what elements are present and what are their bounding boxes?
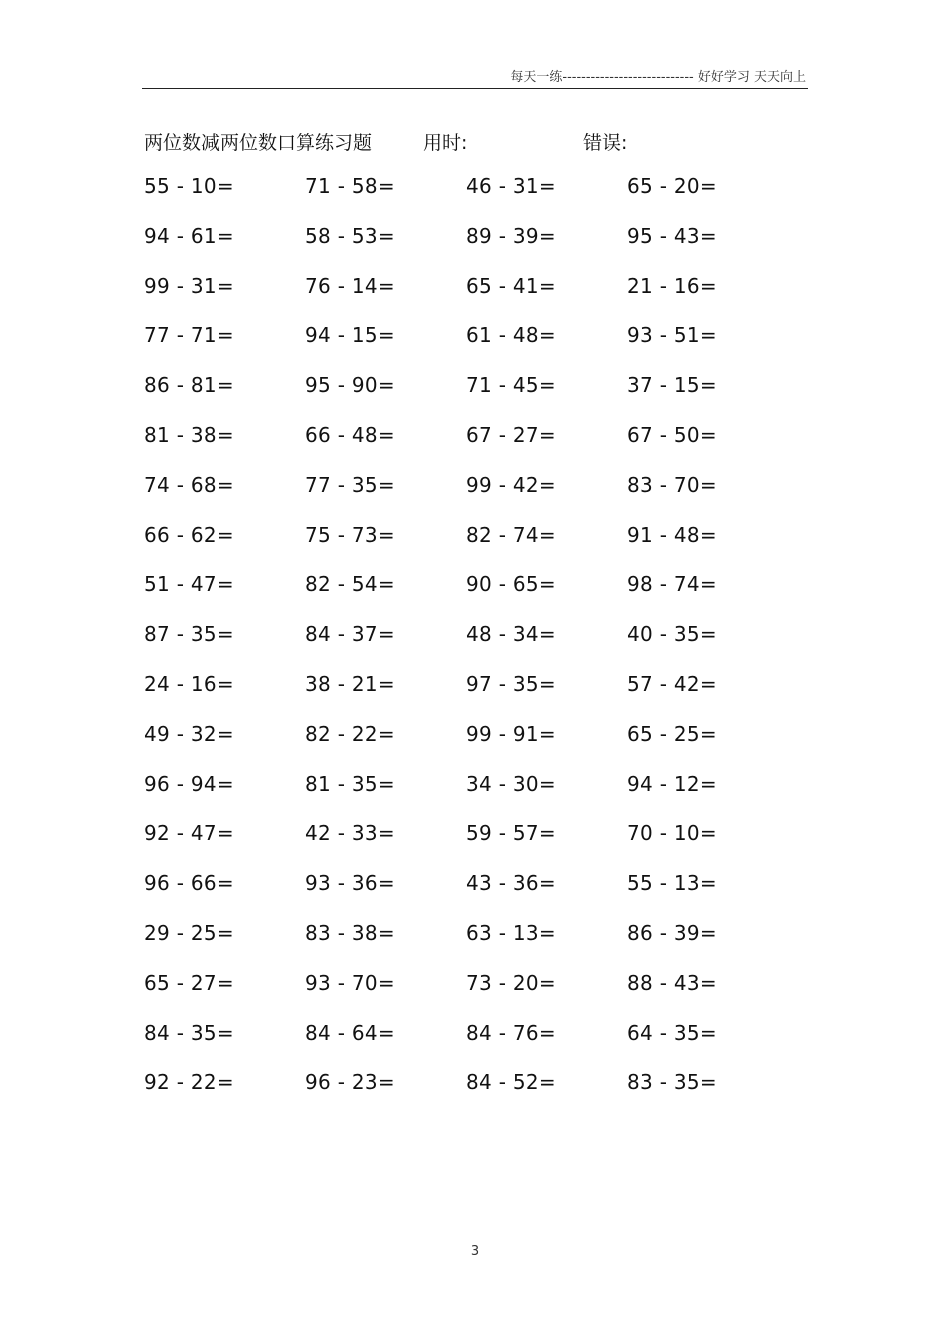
problem-item: 96 - 94= bbox=[144, 771, 234, 796]
problem-item: 94 - 61= bbox=[144, 223, 234, 248]
problem-item: 83 - 35= bbox=[627, 1070, 717, 1095]
problem-item: 75 - 73= bbox=[305, 522, 395, 547]
page-header bbox=[142, 62, 808, 89]
problem-item: 84 - 35= bbox=[144, 1020, 234, 1045]
problem-item: 73 - 20= bbox=[466, 970, 556, 995]
problem-item: 67 - 50= bbox=[627, 422, 717, 447]
problem-row bbox=[0, 572, 950, 622]
problem-item: 29 - 25= bbox=[144, 920, 234, 945]
problem-item: 65 - 20= bbox=[627, 174, 717, 198]
problem-item: 61 - 48= bbox=[466, 323, 556, 348]
problem-item: 24 - 16= bbox=[144, 671, 234, 696]
problem-item: 74 - 68= bbox=[144, 472, 234, 497]
problem-item: 93 - 51= bbox=[627, 323, 717, 348]
problem-row bbox=[0, 622, 950, 672]
problem-row bbox=[0, 274, 950, 324]
problem-item: 81 - 35= bbox=[305, 771, 395, 796]
problem-item: 91 - 48= bbox=[627, 522, 717, 547]
header-text: 每天一练---------------------------- 好好学习 天天向上 bbox=[510, 70, 806, 85]
problem-row bbox=[0, 921, 950, 971]
problem-item: 84 - 76= bbox=[466, 1020, 556, 1045]
problem-row bbox=[0, 473, 950, 523]
problem-item: 48 - 34= bbox=[466, 622, 556, 647]
problem-item: 63 - 13= bbox=[466, 920, 556, 945]
problem-item: 71 - 45= bbox=[466, 373, 556, 398]
problem-item: 58 - 53= bbox=[305, 223, 395, 248]
problem-item: 77 - 35= bbox=[305, 472, 395, 497]
worksheet-title: 两位数减两位数口算练习题 bbox=[144, 132, 373, 154]
problem-item: 93 - 36= bbox=[305, 871, 395, 896]
problem-item: 94 - 15= bbox=[305, 323, 395, 348]
page-number: 3 bbox=[470, 1244, 480, 1259]
problem-item: 84 - 52= bbox=[466, 1070, 556, 1095]
problem-item: 65 - 27= bbox=[144, 970, 234, 995]
problem-row bbox=[0, 423, 950, 473]
problem-item: 86 - 39= bbox=[627, 920, 717, 945]
problem-item: 49 - 32= bbox=[144, 721, 234, 746]
problem-item: 92 - 22= bbox=[144, 1070, 234, 1095]
problem-item: 57 - 42= bbox=[627, 671, 717, 696]
problem-item: 97 - 35= bbox=[466, 671, 556, 696]
problem-item: 96 - 23= bbox=[305, 1070, 395, 1095]
problem-item: 81 - 38= bbox=[144, 422, 234, 447]
problem-item: 83 - 70= bbox=[627, 472, 717, 497]
problem-item: 90 - 65= bbox=[466, 572, 556, 597]
problem-item: 43 - 36= bbox=[466, 871, 556, 896]
problem-grid bbox=[0, 174, 950, 1120]
problem-row bbox=[0, 523, 950, 573]
problem-row bbox=[0, 373, 950, 423]
problem-row bbox=[0, 1070, 950, 1120]
problem-item: 99 - 31= bbox=[144, 273, 234, 298]
problem-item: 87 - 35= bbox=[144, 622, 234, 647]
problem-item: 34 - 30= bbox=[466, 771, 556, 796]
problem-item: 37 - 15= bbox=[627, 373, 717, 398]
problem-row bbox=[0, 971, 950, 1021]
problem-item: 93 - 70= bbox=[305, 970, 395, 995]
problem-item: 55 - 13= bbox=[627, 871, 717, 896]
problem-row bbox=[0, 722, 950, 772]
problem-item: 76 - 14= bbox=[305, 273, 395, 298]
problem-item: 71 - 58= bbox=[305, 174, 395, 198]
problem-item: 70 - 10= bbox=[627, 821, 717, 846]
problem-item: 99 - 42= bbox=[466, 472, 556, 497]
problem-item: 98 - 74= bbox=[627, 572, 717, 597]
problem-item: 40 - 35= bbox=[627, 622, 717, 647]
problem-item: 51 - 47= bbox=[144, 572, 234, 597]
problem-row bbox=[0, 224, 950, 274]
problem-row bbox=[0, 1021, 950, 1071]
problem-item: 92 - 47= bbox=[144, 821, 234, 846]
problem-row bbox=[0, 821, 950, 871]
problem-row bbox=[0, 672, 950, 722]
problem-item: 42 - 33= bbox=[305, 821, 395, 846]
problem-item: 82 - 74= bbox=[466, 522, 556, 547]
problem-row bbox=[0, 772, 950, 822]
problem-item: 82 - 54= bbox=[305, 572, 395, 597]
problem-item: 64 - 35= bbox=[627, 1020, 717, 1045]
problem-item: 84 - 64= bbox=[305, 1020, 395, 1045]
problem-item: 46 - 31= bbox=[466, 174, 556, 198]
problem-item: 82 - 22= bbox=[305, 721, 395, 746]
problem-item: 95 - 90= bbox=[305, 373, 395, 398]
problem-item: 66 - 48= bbox=[305, 422, 395, 447]
problem-item: 55 - 10= bbox=[144, 174, 234, 198]
problem-item: 94 - 12= bbox=[627, 771, 717, 796]
problem-item: 95 - 43= bbox=[627, 223, 717, 248]
problem-row bbox=[0, 174, 950, 224]
problem-item: 67 - 27= bbox=[466, 422, 556, 447]
problem-item: 77 - 71= bbox=[144, 323, 234, 348]
problem-item: 65 - 41= bbox=[466, 273, 556, 298]
problem-item: 89 - 39= bbox=[466, 223, 556, 248]
worksheet-title-row bbox=[0, 128, 950, 158]
time-label: 用时: bbox=[423, 132, 468, 154]
problem-row bbox=[0, 323, 950, 373]
problem-item: 66 - 62= bbox=[144, 522, 234, 547]
problem-item: 84 - 37= bbox=[305, 622, 395, 647]
problem-item: 83 - 38= bbox=[305, 920, 395, 945]
problem-item: 99 - 91= bbox=[466, 721, 556, 746]
problem-item: 96 - 66= bbox=[144, 871, 234, 896]
problem-item: 21 - 16= bbox=[627, 273, 717, 298]
error-label: 错误: bbox=[583, 132, 628, 154]
problem-item: 38 - 21= bbox=[305, 671, 395, 696]
problem-row bbox=[0, 871, 950, 921]
problem-item: 65 - 25= bbox=[627, 721, 717, 746]
problem-item: 88 - 43= bbox=[627, 970, 717, 995]
problem-item: 86 - 81= bbox=[144, 373, 234, 398]
problem-item: 59 - 57= bbox=[466, 821, 556, 846]
